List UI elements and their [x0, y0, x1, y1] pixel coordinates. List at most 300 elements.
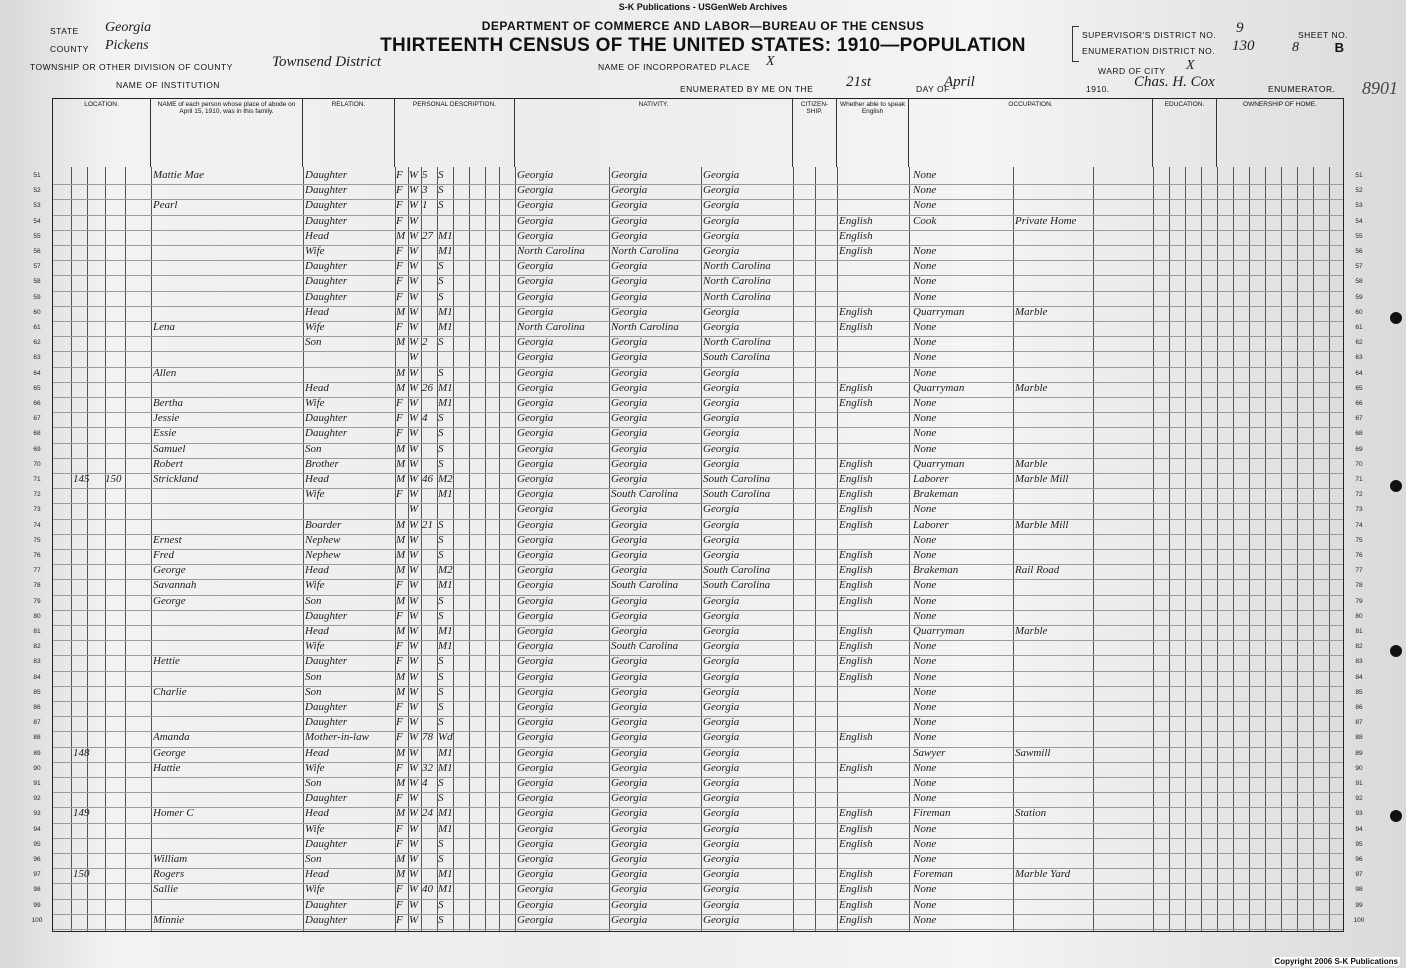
cell-sex: M [396, 442, 406, 455]
line-number-right: 79 [1355, 597, 1363, 605]
table-row [33, 457, 1363, 473]
line-number: 80 [33, 612, 41, 620]
cell-lang: English [839, 549, 873, 561]
cell-ms: M1 [438, 488, 453, 501]
cell-rel: Daughter [305, 701, 348, 713]
cell-rel: Wife [305, 579, 325, 592]
cell-occ: None [913, 549, 937, 561]
cell-name: Ernest [153, 533, 182, 546]
line-number: 92 [33, 795, 41, 803]
line-number: 58 [33, 278, 41, 286]
cell-name: Mattie Mae [153, 169, 205, 181]
institution-label: NAME OF INSTITUTION [116, 80, 220, 90]
cell-fpob: Georgia [611, 807, 648, 820]
cell-occ: None [913, 640, 937, 653]
cell-race: W [409, 868, 419, 881]
line-number: 86 [33, 704, 41, 711]
cell-ms: S [438, 366, 444, 379]
cell-pob: Georgia [517, 625, 554, 637]
cell-pob: Georgia [517, 564, 554, 577]
day-of-label: DAY OF [916, 84, 950, 94]
cell-ms: S [438, 685, 444, 698]
cell-name: Jessie [153, 412, 180, 425]
cell-occ: None [913, 442, 937, 455]
cell-fpob: Georgia [611, 655, 648, 668]
cell-rel: Wife [305, 822, 325, 835]
cell-pob: Georgia [517, 807, 554, 820]
cell-race: W [409, 366, 419, 379]
table-row [31, 913, 1365, 929]
cell-race: W [409, 351, 419, 364]
cell-race: W [409, 549, 419, 561]
cell-ms: S [438, 518, 444, 531]
cell-rel: Nephew [305, 533, 341, 546]
line-number-right: 67 [1355, 415, 1363, 423]
cell-race: W [409, 290, 419, 303]
cell-mpob: Georgia [703, 822, 740, 835]
cell-age: 32 [422, 761, 433, 774]
cell-occ: None [913, 837, 937, 850]
line-number-right: 82 [1355, 643, 1363, 651]
cell-mpob: Georgia [703, 746, 740, 759]
cell-pob: Georgia [517, 883, 554, 896]
cell-race: W [409, 184, 419, 197]
table-row [33, 579, 1363, 594]
cell-fpob: Georgia [611, 564, 648, 577]
cell-rel: Brother [305, 457, 339, 470]
cell-rel: Daughter [305, 427, 348, 440]
cell-lang: English [839, 488, 873, 501]
table-row [33, 868, 1363, 883]
cell-race: W [409, 807, 419, 820]
cell-ms: S [438, 169, 444, 181]
cell-fpob: Georgia [611, 883, 648, 896]
table-row [33, 518, 1363, 534]
cell-race: W [409, 837, 419, 850]
cell-fpob: Georgia [611, 549, 648, 561]
cell-sex: M [396, 336, 406, 349]
cell-occ: None [913, 184, 937, 197]
enumeration-district-value: 130 [1232, 38, 1255, 54]
cell-ms: S [438, 275, 444, 288]
cell-ms: S [438, 913, 444, 926]
table-row [33, 716, 1363, 731]
cell-fpob: South Carolina [611, 579, 679, 592]
cell-sex: F [396, 609, 403, 622]
cell-ind: Station [1015, 807, 1047, 820]
cell-mpob: Georgia [703, 898, 740, 911]
line-number: 88 [33, 734, 41, 742]
cell-sex: F [396, 412, 403, 425]
line-number-right: 74 [1355, 521, 1363, 529]
line-number-right: 95 [1355, 840, 1363, 848]
col-location: LOCATION. [53, 99, 151, 167]
table-row [33, 199, 1363, 214]
binding-hole [1390, 645, 1402, 657]
cell-lang: English [839, 807, 873, 820]
line-number-right: 64 [1355, 369, 1363, 377]
line-number: 77 [33, 567, 41, 575]
cell-lang: English [839, 761, 873, 774]
cell-ms: M1 [438, 822, 453, 835]
cell-race: W [409, 381, 419, 394]
cell-name: William [153, 853, 188, 865]
cell-name: Hettie [153, 655, 180, 668]
cell-occ: None [913, 701, 937, 713]
line-number-right: 53 [1355, 202, 1363, 210]
table-row [33, 427, 1363, 442]
line-number-right: 57 [1355, 263, 1363, 271]
line-number-right: 73 [1355, 506, 1363, 514]
col-citizenship: CITIZEN-SHIP. [793, 99, 837, 167]
table-row [33, 321, 1363, 336]
table-row [33, 473, 1363, 488]
cell-ms: S [438, 670, 444, 683]
cell-house: 150 [73, 868, 90, 881]
cell-rel: Son [305, 442, 322, 455]
cell-age: 40 [422, 883, 433, 896]
line-number-right: 84 [1355, 673, 1363, 681]
cell-sex: M [396, 457, 406, 470]
cell-fpob: North Carolina [611, 245, 679, 257]
cell-lang: English [839, 868, 873, 881]
table-row [33, 792, 1363, 807]
cell-race: W [409, 777, 419, 789]
cell-mpob: Georgia [703, 412, 740, 425]
cell-pob: Georgia [517, 442, 554, 455]
cell-ms: M1 [438, 321, 453, 333]
cell-fpob: Georgia [611, 716, 648, 729]
col-occupation: OCCUPATION. [909, 99, 1153, 167]
cell-pob: Georgia [517, 868, 554, 881]
cell-sex: M [396, 746, 406, 759]
cell-pob: Georgia [517, 427, 554, 440]
cell-sex: M [396, 381, 406, 394]
cell-occ: None [913, 609, 937, 622]
line-number: 75 [33, 536, 41, 544]
table-row [33, 442, 1363, 458]
cell-pob: Georgia [517, 898, 554, 911]
line-number-right: 59 [1355, 293, 1363, 301]
line-number: 73 [33, 506, 41, 514]
line-number: 70 [33, 460, 41, 468]
grid-row-line [53, 929, 1343, 930]
table-row [33, 184, 1363, 199]
cell-lang: English [839, 305, 873, 318]
cell-pob: Georgia [517, 397, 554, 409]
cell-mpob: Georgia [703, 913, 740, 926]
cell-ind: Sawmill [1015, 746, 1051, 759]
cell-rel: Boarder [305, 518, 342, 531]
cell-mpob: Georgia [703, 533, 740, 546]
cell-ms: Wd [438, 731, 453, 744]
line-number: 54 [33, 217, 41, 225]
cell-pob: Georgia [517, 549, 554, 561]
line-number: 90 [33, 764, 41, 772]
table-row [33, 275, 1363, 290]
cell-ind: Marble [1015, 457, 1048, 470]
cell-sex: F [396, 169, 403, 181]
cell-lang: English [839, 837, 873, 850]
cell-occ: None [913, 883, 937, 896]
cell-name: Robert [153, 457, 183, 470]
table-row [33, 625, 1363, 640]
cell-sex: F [396, 260, 403, 273]
table-row [33, 503, 1363, 518]
cell-fpob: Georgia [611, 503, 648, 516]
cell-rel: Son [305, 853, 322, 865]
table-row [33, 640, 1363, 655]
cell-sex: F [396, 184, 403, 197]
cell-pob: Georgia [517, 822, 554, 835]
line-number: 83 [33, 658, 41, 666]
line-number: 85 [33, 688, 41, 696]
line-number-right: 83 [1355, 658, 1363, 666]
line-number-right: 85 [1355, 688, 1363, 696]
supervisor-label: SUPERVISOR'S DISTRICT NO. [1082, 30, 1217, 40]
cell-ms: S [438, 701, 444, 713]
cell-sex: F [396, 275, 403, 288]
cell-race: W [409, 321, 419, 333]
table-row [33, 366, 1363, 382]
col-ownership: OWNERSHIP OF HOME. [1243, 101, 1317, 108]
cell-rel: Daughter [305, 275, 348, 288]
cell-pob: Georgia [517, 533, 554, 546]
cell-mpob: North Carolina [703, 290, 771, 303]
line-number-right: 76 [1355, 552, 1363, 559]
line-number: 53 [33, 202, 41, 210]
cell-occ: None [913, 594, 937, 607]
cell-lang: English [839, 731, 873, 744]
line-number: 63 [33, 354, 41, 362]
cell-occ: None [913, 503, 937, 516]
table-row [33, 594, 1363, 610]
line-number-right: 52 [1355, 187, 1363, 195]
cell-occ: None [913, 336, 937, 349]
cell-rel: Son [305, 594, 322, 607]
cell-mpob: Georgia [703, 655, 740, 668]
cell-ms: S [438, 199, 444, 212]
line-number: 55 [33, 232, 41, 240]
cell-rel: Son [305, 670, 322, 683]
cell-rel: Daughter [305, 913, 348, 926]
cell-ms: S [438, 442, 444, 455]
cell-pob: North Carolina [517, 321, 585, 333]
cell-ms: M1 [438, 229, 453, 242]
cell-pob: Georgia [517, 473, 554, 485]
cell-age: 1 [422, 199, 428, 212]
cell-ms: S [438, 716, 444, 729]
cell-occ: None [913, 199, 937, 212]
cell-lang: English [839, 670, 873, 683]
cell-race: W [409, 853, 419, 865]
cell-rel: Head [305, 625, 329, 637]
year-label: 1910. [1086, 84, 1110, 94]
cell-age: 27 [422, 229, 433, 242]
cell-fpob: Georgia [611, 184, 648, 197]
cell-fpob: Georgia [611, 381, 648, 394]
cell-race: W [409, 412, 419, 425]
table-row [33, 777, 1363, 792]
copyright-notice: Copyright 2006 S-K Publications [1274, 957, 1398, 966]
col-nativity: NATIVITY. [515, 99, 793, 167]
cell-ms: S [438, 837, 444, 850]
cell-race: W [409, 701, 419, 713]
table-row [33, 290, 1363, 306]
cell-fpob: Georgia [611, 305, 648, 318]
sheet-value: 8 [1292, 40, 1299, 55]
line-number-right: 92 [1355, 795, 1363, 803]
cell-mpob: Georgia [703, 305, 740, 318]
line-number: 79 [33, 597, 41, 605]
line-number: 65 [33, 384, 41, 392]
cell-sex: M [396, 777, 406, 789]
month-value: April [944, 74, 975, 90]
table-row [33, 381, 1363, 397]
cell-ms: S [438, 260, 444, 273]
cell-pob: Georgia [517, 518, 554, 531]
table-row [33, 229, 1363, 245]
cell-occ: Cook [913, 214, 937, 227]
cell-ms: S [438, 898, 444, 911]
supervisor-value: 9 [1236, 20, 1244, 36]
cell-occ: None [913, 822, 937, 835]
table-row [33, 488, 1363, 503]
cell-ind: Marble [1015, 305, 1048, 318]
cell-ms: M2 [438, 564, 453, 577]
cell-mpob: North Carolina [703, 260, 771, 273]
cell-pob: Georgia [517, 609, 554, 622]
col-personal: PERSONAL DESCRIPTION. [395, 99, 515, 167]
cell-mpob: Georgia [703, 853, 740, 865]
cell-rel: Daughter [305, 412, 348, 425]
cell-pob: Georgia [517, 746, 554, 759]
cell-pob: Georgia [517, 412, 554, 425]
cell-ms: S [438, 853, 444, 865]
cell-mpob: South Carolina [703, 488, 771, 501]
cell-mpob: Georgia [703, 685, 740, 698]
cell-house: 149 [73, 807, 90, 820]
cell-sex: F [396, 792, 403, 805]
line-number-right: 89 [1355, 749, 1363, 757]
line-number: 74 [33, 521, 41, 529]
cell-occ: None [913, 260, 937, 273]
cell-occ: None [913, 761, 937, 774]
cell-mpob: Georgia [703, 199, 740, 212]
line-number-right: 87 [1355, 719, 1363, 727]
cell-ms: S [438, 290, 444, 303]
cell-race: W [409, 214, 419, 227]
cell-house: 148 [73, 746, 90, 759]
line-number: 67 [33, 415, 41, 423]
cell-sex: M [396, 670, 406, 683]
cell-ms: M1 [438, 868, 453, 881]
cell-fpob: Georgia [611, 792, 648, 805]
district-brace [1072, 26, 1079, 62]
cell-fpob: Georgia [611, 837, 648, 850]
line-number: 69 [33, 445, 41, 453]
cell-occ: Fireman [913, 807, 951, 820]
cell-mpob: Georgia [703, 229, 740, 242]
cell-fpob: Georgia [611, 853, 648, 865]
enumerator-name: Chas. H. Cox [1134, 74, 1215, 90]
cell-rel: Wife [305, 640, 325, 653]
line-number-right: 96 [1355, 856, 1363, 863]
cell-rel: Daughter [305, 898, 348, 911]
cell-rel: Daughter [305, 260, 348, 273]
cell-sex: F [396, 397, 403, 409]
cell-rel: Wife [305, 488, 325, 501]
cell-lang: English [839, 245, 873, 257]
cell-age: 78 [422, 731, 433, 744]
cell-pob: Georgia [517, 351, 554, 364]
cell-mpob: Georgia [703, 214, 740, 227]
cell-fpob: South Carolina [611, 640, 679, 653]
census-title: THIRTEENTH CENSUS OF THE UNITED STATES: 1910—POPULATION [380, 35, 1026, 56]
cell-ms: M1 [438, 883, 453, 896]
line-number: 56 [33, 248, 41, 255]
cell-age: 24 [422, 807, 433, 820]
cell-mpob: Georgia [703, 807, 740, 820]
cell-name: Essie [153, 427, 177, 440]
line-number: 52 [33, 187, 41, 195]
cell-ms: S [438, 533, 444, 546]
line-number: 61 [33, 324, 41, 331]
cell-pob: Georgia [517, 716, 554, 729]
cell-race: W [409, 229, 419, 242]
cell-fpob: South Carolina [611, 488, 679, 501]
cell-lang: English [839, 640, 873, 653]
cell-pob: Georgia [517, 184, 554, 197]
cell-rel: Daughter [305, 290, 348, 303]
cell-lang: English [839, 564, 873, 577]
cell-ms: S [438, 609, 444, 622]
cell-ms: S [438, 792, 444, 805]
cell-fpob: Georgia [611, 199, 648, 212]
cell-mpob: Georgia [703, 457, 740, 470]
cell-pob: Georgia [517, 290, 554, 303]
cell-fpob: Georgia [611, 412, 648, 425]
cell-race: W [409, 473, 419, 485]
cell-occ: None [913, 245, 937, 257]
cell-occ: None [913, 792, 937, 805]
binding-hole [1390, 480, 1402, 492]
cell-race: W [409, 898, 419, 911]
county-label: COUNTY [50, 44, 89, 54]
incorporated-place-value: X [766, 54, 775, 69]
cell-pob: Georgia [517, 336, 554, 349]
cell-lang: English [839, 229, 873, 242]
line-number: 66 [33, 400, 41, 407]
township-label: TOWNSHIP OR OTHER DIVISION OF COUNTY [30, 62, 233, 72]
line-number-right: 61 [1355, 324, 1363, 331]
cell-sex: F [396, 761, 403, 774]
cell-occ: None [913, 853, 937, 865]
line-number: 81 [33, 628, 41, 635]
cell-ms: S [438, 457, 444, 470]
cell-mpob: Georgia [703, 503, 740, 516]
table-row [33, 305, 1363, 321]
line-number-right: 68 [1355, 430, 1363, 438]
line-number-right: 55 [1355, 232, 1363, 240]
cell-rel: Nephew [305, 549, 341, 561]
cell-ms: S [438, 427, 444, 440]
cell-sex: M [396, 807, 406, 820]
cell-rel: Daughter [305, 792, 348, 805]
cell-mpob: Georgia [703, 868, 740, 881]
cell-sex: F [396, 214, 403, 227]
cell-lang: English [839, 321, 873, 333]
